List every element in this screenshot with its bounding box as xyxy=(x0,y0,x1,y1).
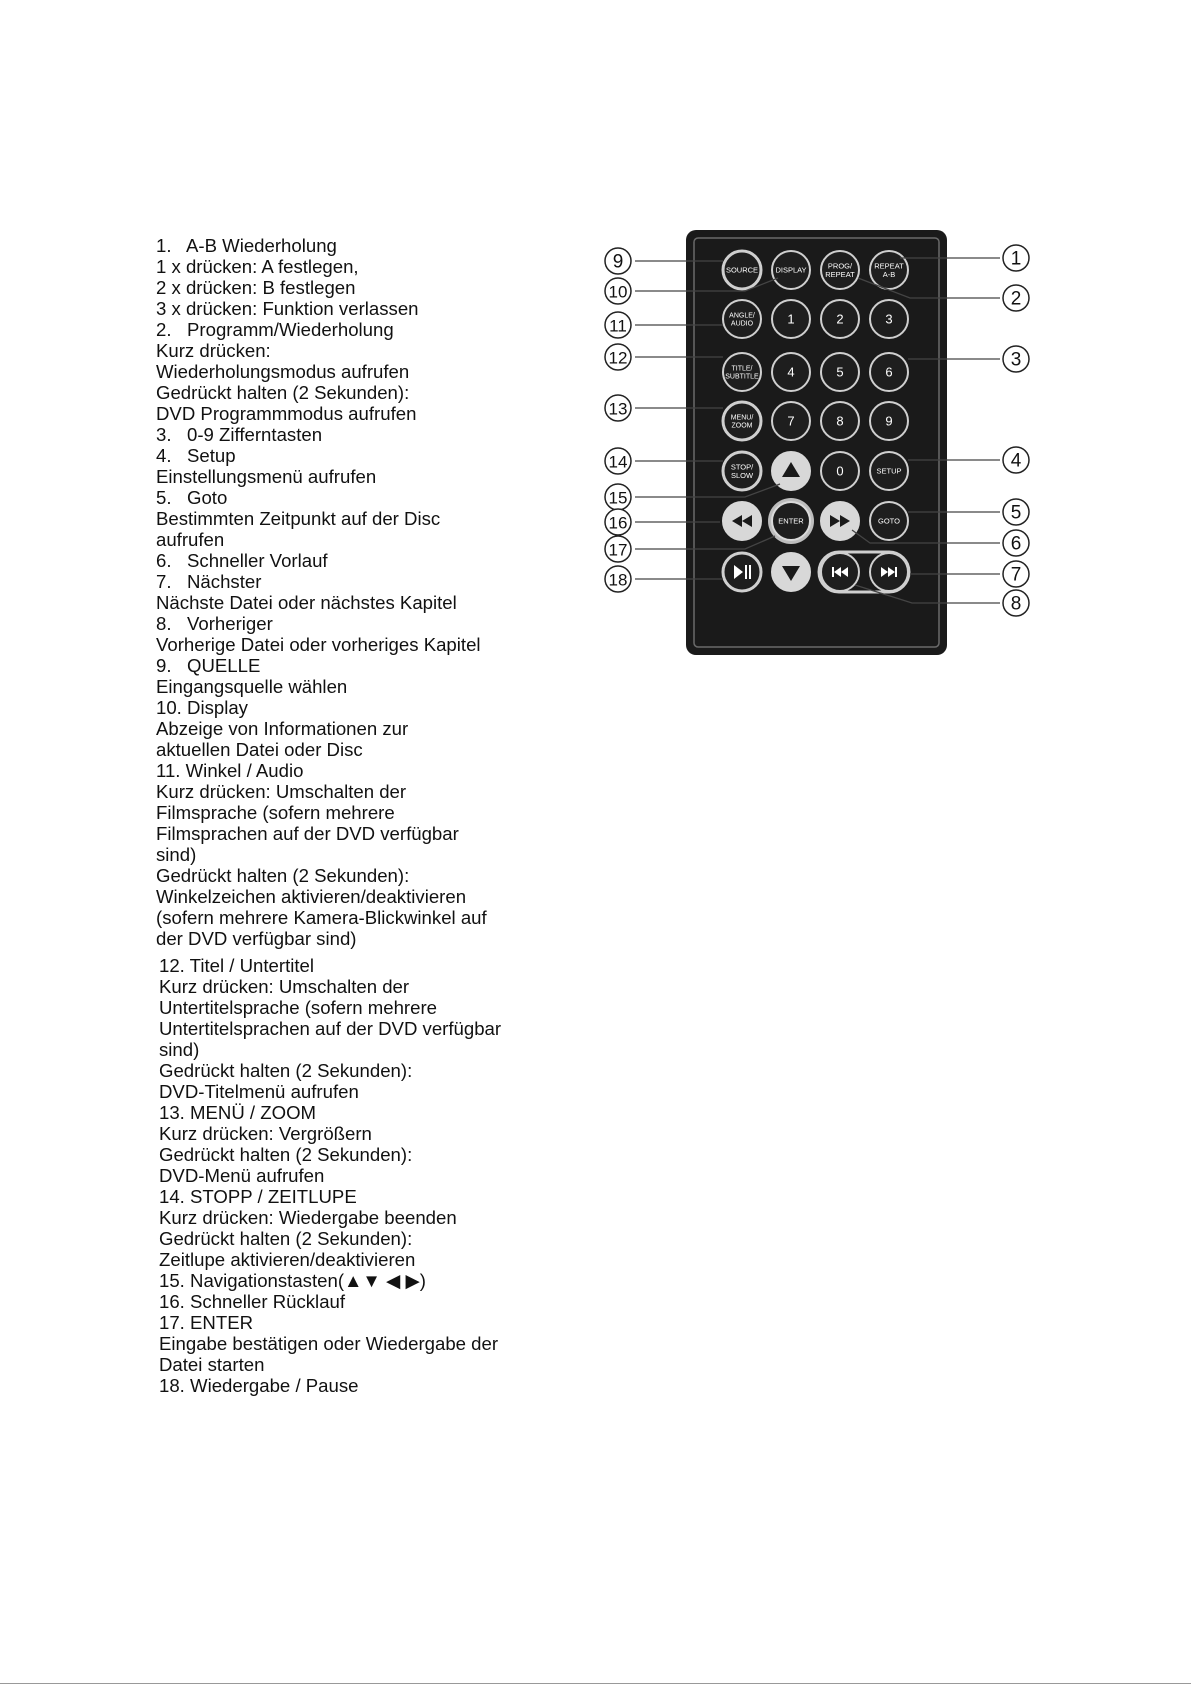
digit-button-6[interactable] xyxy=(870,353,908,391)
instruction-line: 9. QUELLE xyxy=(156,655,261,676)
instruction-line: Winkelzeichen aktivieren/deaktivieren xyxy=(156,886,467,907)
callout-number: 9 xyxy=(612,251,624,273)
callout-number: 13 xyxy=(608,399,628,419)
instruction-line: 13. MENÜ / ZOOM xyxy=(159,1102,317,1123)
button-label: PROG/ xyxy=(827,261,853,271)
instruction-line: 7. Nächster xyxy=(156,571,262,592)
button-label: A-B xyxy=(882,269,896,279)
callout-number: 4 xyxy=(1010,450,1022,472)
callout-number: 7 xyxy=(1010,564,1022,586)
callout-6 xyxy=(1003,530,1029,556)
instruction-line: Gedrückt halten (2 Sekunden): xyxy=(159,1060,413,1081)
button-label: SETUP xyxy=(876,466,902,476)
button-label: 3 xyxy=(885,311,893,327)
down-arrow-button[interactable] xyxy=(772,553,810,591)
next-icon-part xyxy=(895,567,897,577)
callout-number: 1 xyxy=(1010,248,1022,270)
button-label: TITLE/ xyxy=(731,365,753,373)
button-label: DISPLAY xyxy=(775,265,807,275)
rewind-button[interactable] xyxy=(723,502,761,540)
instruction-line: aufrufen xyxy=(156,529,225,550)
instruction-line: Gedrückt halten (2 Sekunden): xyxy=(159,1228,413,1249)
page-edge-rule xyxy=(0,1683,1191,1684)
callout-number: 8 xyxy=(1010,593,1022,615)
callout-16 xyxy=(605,509,631,535)
instruction-line: Untertitelsprache (sofern mehrere xyxy=(159,997,437,1018)
button-label: 5 xyxy=(836,364,844,380)
callout-number: 11 xyxy=(609,316,627,336)
instruction-line: Einstellungsmenü aufrufen xyxy=(156,466,377,487)
instruction-line: Gedrückt halten (2 Sekunden): xyxy=(159,1144,413,1165)
previous-icon xyxy=(832,567,834,577)
digit-button-8[interactable] xyxy=(821,402,859,440)
digit-button-5[interactable] xyxy=(821,353,859,391)
goto-button[interactable] xyxy=(870,502,908,540)
instruction-line: DVD-Menü aufrufen xyxy=(159,1165,325,1186)
button-label: STOP/ xyxy=(730,462,754,472)
callout-number: 16 xyxy=(608,513,628,533)
callout-2 xyxy=(1003,285,1029,311)
callout-15 xyxy=(605,484,631,510)
instruction-line: 6. Schneller Vorlauf xyxy=(156,550,328,571)
callout-18 xyxy=(605,566,631,592)
instruction-line: Kurz drücken: Vergrößern xyxy=(159,1123,372,1144)
callout-number: 2 xyxy=(1010,288,1022,310)
instruction-line: 11. Winkel / Audio xyxy=(156,760,304,781)
display-button[interactable] xyxy=(772,251,810,289)
stop-slow-button[interactable] xyxy=(723,452,761,490)
button-label: 4 xyxy=(787,364,795,380)
instruction-line: 3 x drücken: Funktion verlassen xyxy=(156,298,419,319)
digit-button-7[interactable] xyxy=(772,402,810,440)
instruction-line: Nächste Datei oder nächstes Kapitel xyxy=(156,592,457,613)
callout-17 xyxy=(605,536,631,562)
instruction-line: (sofern mehrere Kamera-Blickwinkel auf xyxy=(156,907,487,928)
callout-10 xyxy=(605,278,631,304)
instruction-line: 12. Titel / Untertitel xyxy=(159,955,315,976)
setup-button[interactable] xyxy=(870,452,908,490)
button-label: AUDIO xyxy=(730,320,754,328)
callout-number: 15 xyxy=(608,488,628,508)
instruction-line: Gedrückt halten (2 Sekunden): xyxy=(156,382,410,403)
instruction-line: 10. Display xyxy=(156,697,248,718)
callout-number: 12 xyxy=(608,348,628,368)
instruction-line: Datei starten xyxy=(159,1354,265,1375)
instruction-line: DVD Programmmodus aufrufen xyxy=(156,403,417,424)
instruction-line: 18. Wiedergabe / Pause xyxy=(159,1375,359,1396)
instruction-line: sind) xyxy=(159,1039,200,1060)
instruction-line: 8. Vorheriger xyxy=(156,613,273,634)
instruction-line: Kurz drücken: Umschalten der xyxy=(159,976,410,997)
instruction-line: Vorherige Datei oder vorheriges Kapitel xyxy=(156,634,481,655)
digit-button-3[interactable] xyxy=(870,300,908,338)
callout-5 xyxy=(1003,499,1029,525)
button-label: ANGLE/ xyxy=(729,312,755,320)
digit-button-2[interactable] xyxy=(821,300,859,338)
remote-body xyxy=(686,230,947,655)
instruction-line: Abzeige von Informationen zur xyxy=(156,718,409,739)
instruction-line: 5. Goto xyxy=(156,487,228,508)
instruction-line: Bestimmten Zeitpunkt auf der Disc xyxy=(156,508,441,529)
instruction-line: Zeitlupe aktivieren/deaktivieren xyxy=(159,1249,416,1270)
repeat-ab-button[interactable] xyxy=(870,251,908,289)
button-label: SOURCE xyxy=(725,265,759,275)
pause-bar xyxy=(745,565,747,579)
instruction-line: aktuellen Datei oder Disc xyxy=(156,739,363,760)
instruction-line: 2 x drücken: B festlegen xyxy=(156,277,356,298)
instruction-line: Gedrückt halten (2 Sekunden): xyxy=(156,865,410,886)
callout-number: 10 xyxy=(608,282,628,302)
instruction-line: 14. STOPP / ZEITLUPE xyxy=(159,1186,357,1207)
digit-button-9[interactable] xyxy=(870,402,908,440)
button-label: 8 xyxy=(836,413,844,429)
instruction-line: DVD-Titelmenü aufrufen xyxy=(159,1081,359,1102)
button-label: SLOW xyxy=(730,470,754,480)
title-subtitle-button[interactable] xyxy=(723,353,761,391)
callout-number: 14 xyxy=(608,452,628,472)
menu-zoom-button[interactable] xyxy=(723,402,761,440)
fast-forward-button[interactable] xyxy=(821,502,859,540)
instruction-line: Eingabe bestätigen oder Wiedergabe der xyxy=(159,1333,499,1354)
digit-button-0[interactable] xyxy=(821,452,859,490)
button-label: MENU/ xyxy=(730,414,754,422)
callout-number: 6 xyxy=(1010,533,1022,555)
instruction-line: Filmsprache (sofern mehrere xyxy=(156,802,395,823)
callout-number: 3 xyxy=(1010,349,1022,371)
instruction-line: 1. A-B Wiederholung xyxy=(156,235,337,256)
button-label: 2 xyxy=(836,311,844,327)
callout-14 xyxy=(605,448,631,474)
instruction-line: 3. 0-9 Zifferntasten xyxy=(156,424,323,445)
source-button[interactable] xyxy=(723,251,761,289)
button-label: REPEAT xyxy=(874,261,904,271)
enter-button[interactable] xyxy=(768,498,814,544)
previous-button[interactable] xyxy=(821,553,859,591)
button-label: 6 xyxy=(885,364,893,380)
digit-button-4[interactable] xyxy=(772,353,810,391)
digit-button-1[interactable] xyxy=(772,300,810,338)
instruction-line: 4. Setup xyxy=(156,445,236,466)
button-label: 9 xyxy=(885,413,893,429)
instruction-line: 2. Programm/Wiederholung xyxy=(156,319,394,340)
instruction-line: der DVD verfügbar sind) xyxy=(156,928,357,949)
button-label: 0 xyxy=(836,463,844,479)
instruction-line: Wiederholungsmodus aufrufen xyxy=(156,361,410,382)
callout-11 xyxy=(605,312,631,338)
callout-9 xyxy=(605,248,631,274)
instruction-line: Untertitelsprachen auf der DVD verfügbar xyxy=(159,1018,502,1039)
instruction-line: Kurz drücken: Umschalten der xyxy=(156,781,407,802)
button-label: 1 xyxy=(787,311,795,327)
callout-12 xyxy=(605,344,631,370)
button-label: ZOOM xyxy=(731,422,753,430)
instruction-line: 1 x drücken: A festlegen, xyxy=(156,256,359,277)
pause-bar xyxy=(749,565,751,579)
instruction-line: Kurz drücken: Wiedergabe beenden xyxy=(159,1207,457,1228)
callout-number: 18 xyxy=(608,570,628,590)
button-label: SUBTITLE xyxy=(725,373,759,381)
callout-1 xyxy=(1003,245,1029,271)
next-button[interactable] xyxy=(870,553,908,591)
instruction-line: Filmsprachen auf der DVD verfügbar xyxy=(156,823,459,844)
button-label: GOTO xyxy=(878,516,900,526)
callout-4 xyxy=(1003,447,1029,473)
callout-8 xyxy=(1003,590,1029,616)
callout-number: 5 xyxy=(1010,502,1022,524)
callout-number: 17 xyxy=(608,540,628,560)
instruction-line: Kurz drücken: xyxy=(156,340,271,361)
prog-repeat-button[interactable] xyxy=(821,251,859,289)
callout-7 xyxy=(1003,561,1029,587)
instruction-line: 16. Schneller Rücklauf xyxy=(159,1291,346,1312)
instruction-line: sind) xyxy=(156,844,197,865)
angle-audio-button[interactable] xyxy=(723,300,761,338)
button-label: 7 xyxy=(787,413,795,429)
instruction-line: Eingangsquelle wählen xyxy=(156,676,348,697)
instruction-line: 15. Navigationstasten(▲▼ ◀ ▶) xyxy=(159,1270,426,1291)
instruction-line: 17. ENTER xyxy=(159,1312,254,1333)
callout-3 xyxy=(1003,346,1029,372)
button-label: REPEAT xyxy=(825,269,855,279)
button-label: ENTER xyxy=(778,516,804,526)
callout-13 xyxy=(605,395,631,421)
play-pause-button[interactable] xyxy=(723,553,761,591)
